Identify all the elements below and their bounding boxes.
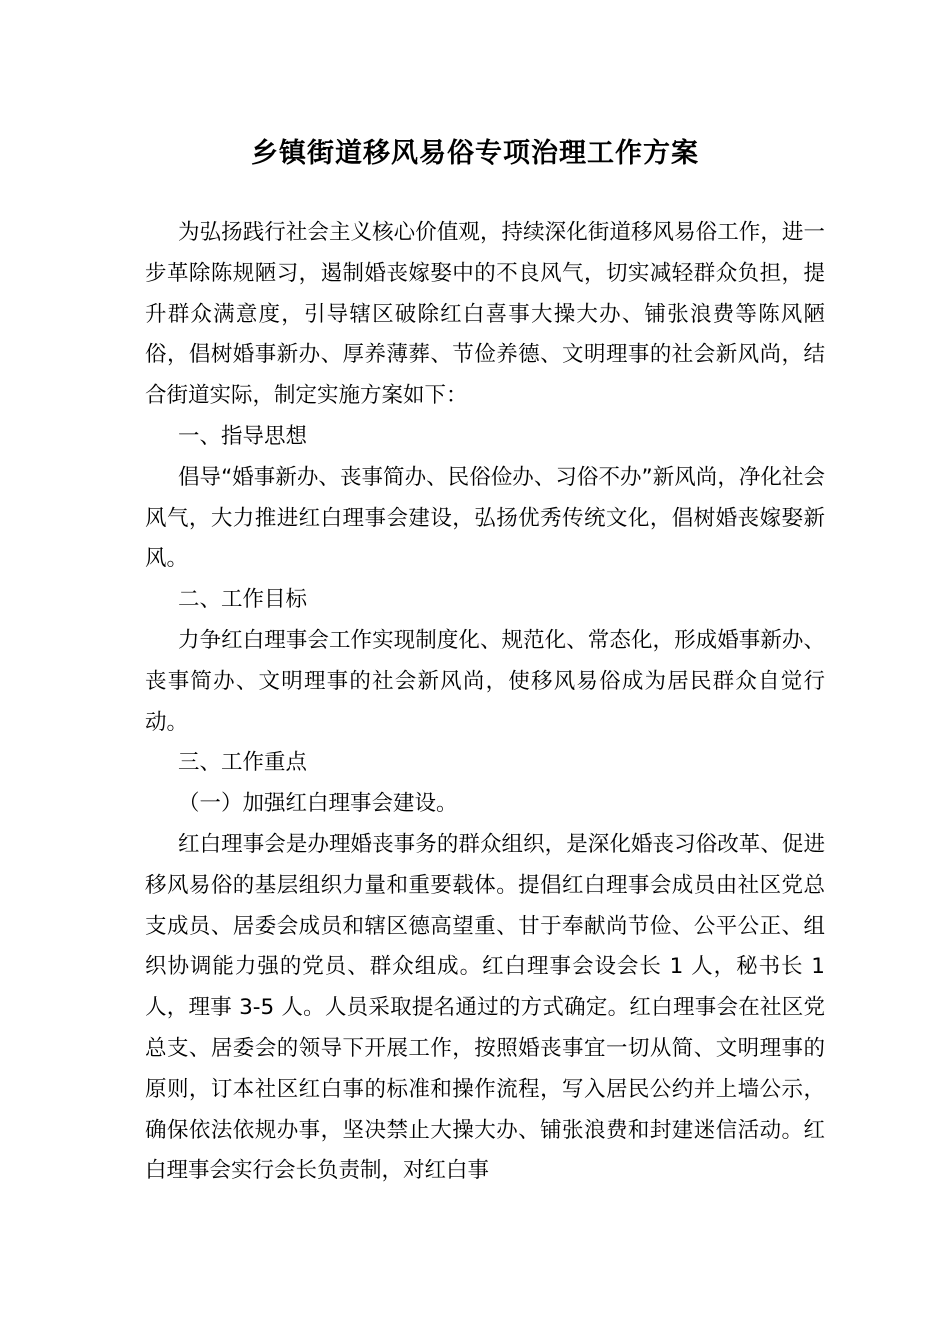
document-body (145, 213, 825, 1192)
section-heading-work-goals: 二、工作目标 (178, 587, 308, 613)
intro-paragraph: 为弘扬践行社会主义核心价值观，持续深化街道移风易俗工作，进一步革除陈规陋习，遏制婚丧嫁娶中的不良风气，切实减轻群众负担，提升群众满意度，引导辖区破除红白喜事大操大办、铺张浪费等陈风陋俗，倡树婚事新办、厚养薄葬、节俭养德、文明理事的社会新风尚，结合街道实际，制定实施方案如下： (145, 220, 825, 409)
subsection-text-council-building: 红白理事会是办理婚丧事务的群众组织，是深化婚丧习俗改革、促进移风易俗的基层组织力量和重要载体。提倡红白理事会成员由社区党总支成员、居委会成员和辖区德高望重、甘于奉献尚节俭、公平公正、组织协调能力强的党员、群众组成。红白理事会设会长 1 人，秘书长 1 人，理事 3-5 人。人员采取提名通过的方式确定。红白理事会在社区党总支、居委会的领导下开展工作，按照婚丧事宜一切从简、文明理事的原则，订本社区红白事的标准和操作流程，写入居民公约并上墙公示，确保依法依规办事，坚决禁止大操大办、铺张浪费和封建迷信活动。红白理事会实行会长负责制，对红白事 (145, 831, 825, 1184)
subsection-heading-council-building: （一）加强红白理事会建设。 (178, 791, 458, 817)
section-text-guiding-ideology: 倡导“婚事新办、丧事简办、民俗俭办、习俗不办”新风尚，净化社会风气，大力推进红白理事会建设，弘扬优秀传统文化，倡树婚丧嫁娶新风。 (145, 464, 825, 572)
section-heading-guiding-ideology: 一、指导思想 (178, 423, 308, 449)
document-title: 乡镇街道移风易俗专项治理工作方案 (251, 138, 699, 169)
section-text-work-goals: 力争红白理事会工作实现制度化、规范化、常态化，形成婚事新办、丧事简办、文明理事的社会新风尚，使移风易俗成为居民群众自觉行动。 (145, 627, 825, 735)
section-heading-work-focus: 三、工作重点 (178, 750, 308, 776)
